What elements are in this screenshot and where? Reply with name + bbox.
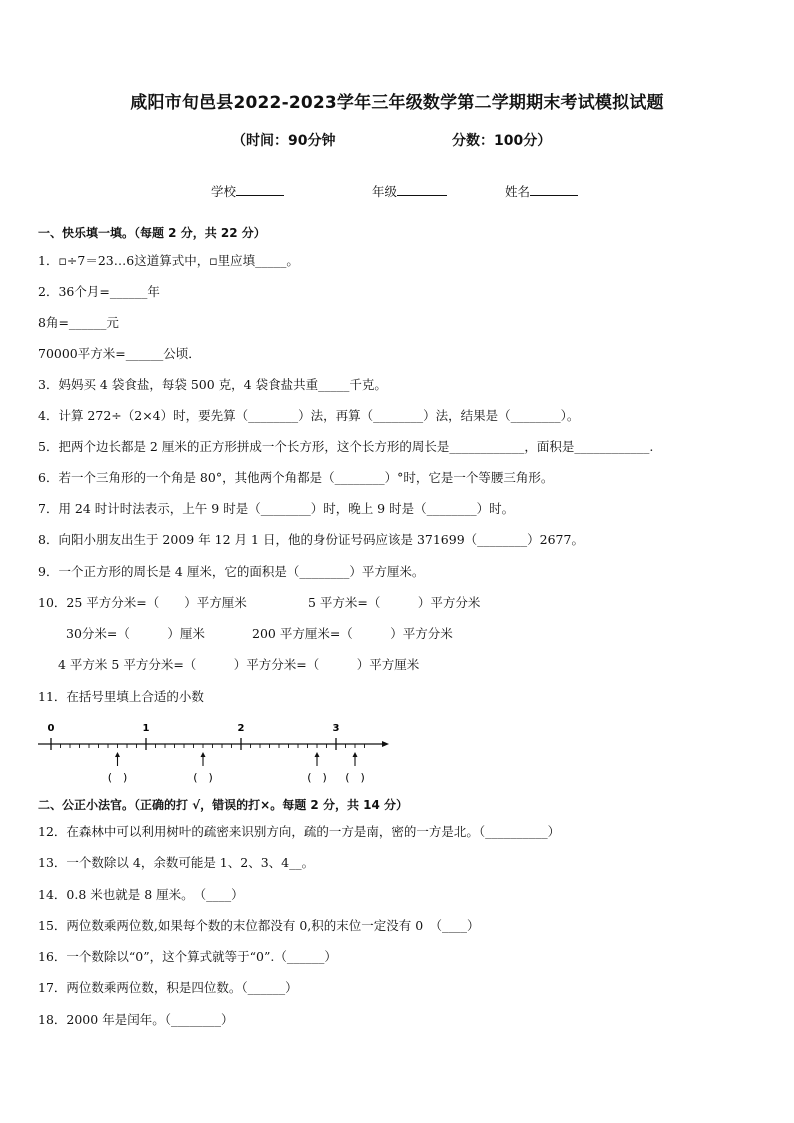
number-line-arrowhead — [382, 741, 389, 747]
number-line — [38, 723, 389, 784]
question-10a: 10．25 平方分米=（ ）平方厘米 — [38, 595, 247, 610]
question-6: 6．若一个三角形的一个角是 80°，其他两个角都是（________）°时，它是一个等腰三角形。 — [38, 470, 554, 485]
grade-field — [372, 181, 447, 200]
number-line-label: 1 — [142, 723, 150, 734]
exam-time: （时间：90分钟 — [232, 133, 336, 149]
question-11: 11．在括号里填上合适的小数 — [38, 689, 204, 704]
answer-bracket: ( ) — [345, 771, 365, 784]
question-10c: 30分米=（ ）厘米 — [66, 626, 205, 641]
arrow-up-icon — [315, 752, 320, 757]
question-14: 14．0.8 米也就是 8 厘米。 （____） — [38, 887, 244, 902]
question-4: 4．计算 272÷（2×4）时，要先算（________）法，再算（________）法，结果是（________）。 — [38, 408, 580, 423]
question-10d: 200 平方厘米=（ ）平方分米 — [252, 626, 453, 641]
answer-bracket: ( ) — [107, 771, 128, 784]
name-label: 姓名 — [505, 184, 531, 199]
question-5: 5．把两个边长都是 2 厘米的正方形拼成一个长方形，这个长方形的周长是____________，面积是____________. — [38, 439, 654, 454]
question-13: 13．一个数除以 4，余数可能是 1、2、3、4__。 — [38, 855, 315, 870]
arrow-up-icon — [201, 752, 206, 757]
question-8: 8．向阳小朋友出生于 2009 年 12 月 1 日，他的身份证号码应该是 371699（________）2677。 — [38, 532, 584, 547]
question-2b: 8角=______元 — [38, 315, 119, 330]
question-15: 15．两位数乘两位数,如果每个数的末位都没有 0,积的末位一定没有 0 （____） — [38, 918, 480, 933]
answer-bracket: ( ) — [193, 771, 213, 784]
grade-blank — [397, 181, 447, 196]
question-2c: 70000平方米=______公顷． — [38, 346, 201, 361]
question-18: 18．2000 年是闰年。（________） — [38, 1012, 234, 1027]
section-1-heading: 一、快乐填一填。（每题 2 分，共 22 分） — [38, 226, 266, 240]
number-line-label: 3 — [332, 723, 340, 734]
school-blank — [236, 181, 284, 196]
name-field — [505, 181, 578, 200]
school-field — [211, 181, 284, 200]
page-title: 咸阳市旬邑县2022-2023学年三年级数学第二学期期末考试模拟试题 — [130, 93, 664, 113]
question-2a: 2．36个月=______年 — [38, 284, 160, 299]
number-line-label: 0 — [47, 723, 55, 734]
question-3: 3．妈妈买 4 袋食盐，每袋 500 克，4 袋食盐共重_____千克。 — [38, 377, 387, 392]
question-17: 17．两位数乘两位数，积是四位数。（______） — [38, 980, 298, 995]
arrow-up-icon — [115, 752, 120, 757]
arrow-up-icon — [353, 752, 358, 757]
number-line-label: 2 — [237, 723, 245, 734]
question-1: 1．▫÷7＝23…6这道算式中，▫里应填_____。 — [38, 253, 299, 268]
name-blank — [530, 181, 578, 196]
question-12: 12．在森林中可以利用树叶的疏密来识别方向，疏的一方是南，密的一方是北。（__________） — [38, 824, 561, 839]
question-9: 9．一个正方形的周长是 4 厘米，它的面积是（________）平方厘米。 — [38, 564, 425, 579]
grade-label: 年级 — [372, 184, 398, 199]
question-7: 7．用 24 时计时法表示，上午 9 时是（________）时，晚上 9 时是（________）时。 — [38, 501, 515, 516]
number-line-figure — [30, 712, 400, 792]
question-10e: 4 平方米 5 平方分米=（ ）平方分米=（ ）平方厘米 — [58, 657, 420, 672]
section-2-heading: 二、公正小法官。（正确的打 √，错误的打×。每题 2 分，共 14 分） — [38, 798, 408, 812]
exam-score: 分数：100分） — [452, 133, 552, 149]
answer-bracket: ( ) — [307, 771, 327, 784]
question-10b: 5 平方米=（ ）平方分米 — [308, 595, 481, 610]
question-16: 16．一个数除以“0”，这个算式就等于“0”.（______） — [38, 949, 337, 964]
school-label: 学校 — [211, 184, 237, 199]
